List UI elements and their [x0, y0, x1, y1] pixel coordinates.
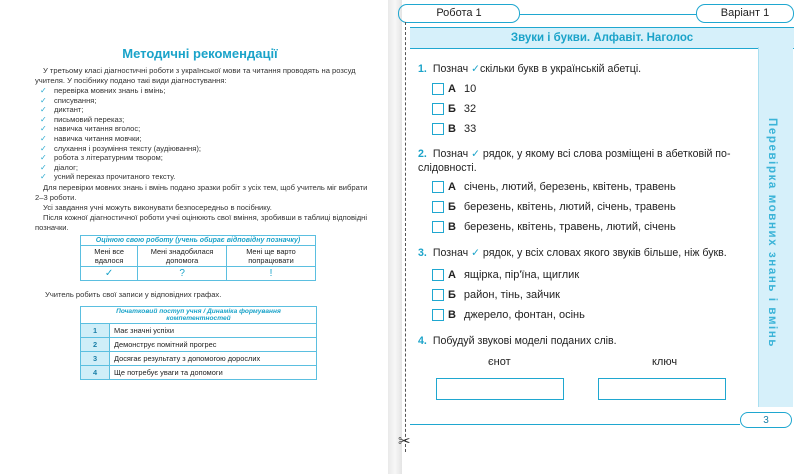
check-icon: ✓	[471, 148, 480, 160]
answer-option[interactable]: Б 32	[432, 102, 476, 116]
checkbox[interactable]	[432, 309, 444, 321]
side-tab-label: Перевірка мовних знань і вмінь	[766, 118, 778, 349]
list-item: ✓ перевірка мовних знань і вмінь;	[40, 86, 166, 95]
answer-option[interactable]: А січень, лютий, березень, квітень, травень	[432, 180, 676, 194]
cut-line	[405, 22, 406, 452]
left-page	[0, 0, 392, 474]
list-item: ✓ діалог;	[40, 162, 78, 172]
answer-option[interactable]: Б березень, квітень, лютий, січень, травень	[432, 200, 676, 214]
checkbox[interactable]	[432, 83, 444, 95]
checkbox[interactable]	[432, 269, 444, 281]
section-title: Звуки і букви. Алфавіт. Наголос	[410, 27, 794, 49]
check-icon: ✓	[40, 95, 47, 105]
table-caption: Оцінюю свою роботу (учень обирає відповідну позначку)	[81, 236, 316, 246]
check-icon: ✓	[40, 153, 47, 163]
question-2: 2. Познач ✓ рядок, у якому всі слова розміщені в абетковій по-слідовності.	[418, 148, 731, 174]
table-row: 1 Має значні успіхи	[81, 324, 317, 338]
intro-paragraph: У третьому класі діагностичні роботи з української мови та читання проводять на розсуд учителя. У посібнику подано такі види діагностування:	[35, 66, 356, 85]
list-item: ✓ усний переказ прочитаного тексту.	[40, 172, 176, 182]
methodical-title: Методичні рекомендації	[122, 46, 278, 61]
sound-model-box[interactable]	[436, 378, 564, 400]
question-mark-cell: ?	[138, 267, 227, 281]
answer-option[interactable]: А ящірка, пір'їна, щиглик	[432, 268, 579, 282]
check-icon: ✓	[40, 105, 47, 115]
answer-option[interactable]: В 33	[432, 122, 476, 136]
progress-table	[80, 306, 317, 380]
check-icon: ✓	[40, 162, 47, 172]
header-rule	[520, 14, 696, 15]
question-1: 1. Познач ✓скільки букв в українській абетці.	[418, 63, 642, 75]
list-item: ✓ списування;	[40, 95, 97, 105]
checkbox[interactable]	[432, 123, 444, 135]
checkbox[interactable]	[432, 221, 444, 233]
list-item: ✓ слухання і розуміння тексту (аудіювання);	[40, 143, 201, 153]
check-icon: ✓	[40, 124, 47, 134]
check-icon: ✓	[471, 247, 480, 259]
sound-model-box[interactable]	[598, 378, 726, 400]
scissors-icon: ✂	[398, 433, 411, 450]
question-4: 4. Побудуй звукові моделі поданих слів.	[418, 335, 617, 347]
table-row: 4 Ще потребує уваги та допомоги	[81, 366, 317, 380]
answer-option[interactable]: В джерело, фонтан, осінь	[432, 308, 585, 322]
check-icon: ✓	[40, 143, 47, 153]
guidance-paragraphs: Для перевірки мовних знань і вмінь подано зразки робіт з усіх тем, щоб учитель міг вибрати 2–3 роботи. Усі завдання учні можуть виконувати безпосередньо в посібнику. Після кожної діагностичної роботи учні оцінюють свої вміння, зробивши в таблиці відповідні позначки.	[35, 183, 368, 232]
checkbox[interactable]	[432, 181, 444, 193]
word-label: ключ	[652, 356, 678, 368]
question-3: 3. Познач ✓ рядок, у всіх словах якого звуків більше, ніж букв.	[418, 247, 727, 259]
list-item: ✓ робота з літературним твором;	[40, 153, 163, 163]
diagnostics-list	[40, 86, 201, 182]
check-icon: ✓	[40, 133, 47, 143]
check-mark-cell: ✓	[81, 267, 138, 281]
check-icon: ✓	[40, 86, 47, 95]
check-icon: ✓	[40, 114, 47, 124]
checkbox[interactable]	[432, 289, 444, 301]
list-item: ✓ навичка читання вголос;	[40, 124, 141, 134]
check-icon: ✓	[40, 172, 47, 182]
self-assessment-table	[80, 235, 316, 281]
checkbox[interactable]	[432, 103, 444, 115]
answer-option[interactable]: А 10	[432, 82, 476, 96]
answer-option[interactable]: Б район, тінь, зайчик	[432, 288, 560, 302]
teacher-record-note: Учитель робить свої записи у відповідних графах.	[45, 290, 222, 299]
footer-rule	[410, 424, 740, 425]
exclamation-mark-cell: !	[226, 267, 315, 281]
table-header: Мені все вдалося	[81, 246, 138, 267]
list-item: ✓ диктант;	[40, 105, 84, 115]
page-number: 3	[740, 412, 792, 428]
check-icon: ✓	[471, 63, 480, 75]
table-caption: Початковий поступ учня / Динаміка формування компетентностей	[81, 307, 317, 324]
table-row: 2 Демонструє помітний прогрес	[81, 338, 317, 352]
answer-option[interactable]: В березень, квітень, травень, лютий, січень	[432, 220, 676, 234]
checkbox[interactable]	[432, 201, 444, 213]
table-header: Мені знадобилася допомога	[138, 246, 227, 267]
book-gutter	[388, 0, 402, 474]
list-item: ✓ навичка читання мовчки;	[40, 133, 142, 143]
table-row: 3 Досягає результату з допомогою дорослих	[81, 352, 317, 366]
variant-label: Варіант 1	[696, 4, 794, 23]
work-number-label: Робота 1	[398, 4, 520, 23]
list-item: ✓ письмовий переказ;	[40, 114, 125, 124]
word-label: єнот	[488, 356, 511, 368]
table-header: Мені ще варто попрацювати	[226, 246, 315, 267]
